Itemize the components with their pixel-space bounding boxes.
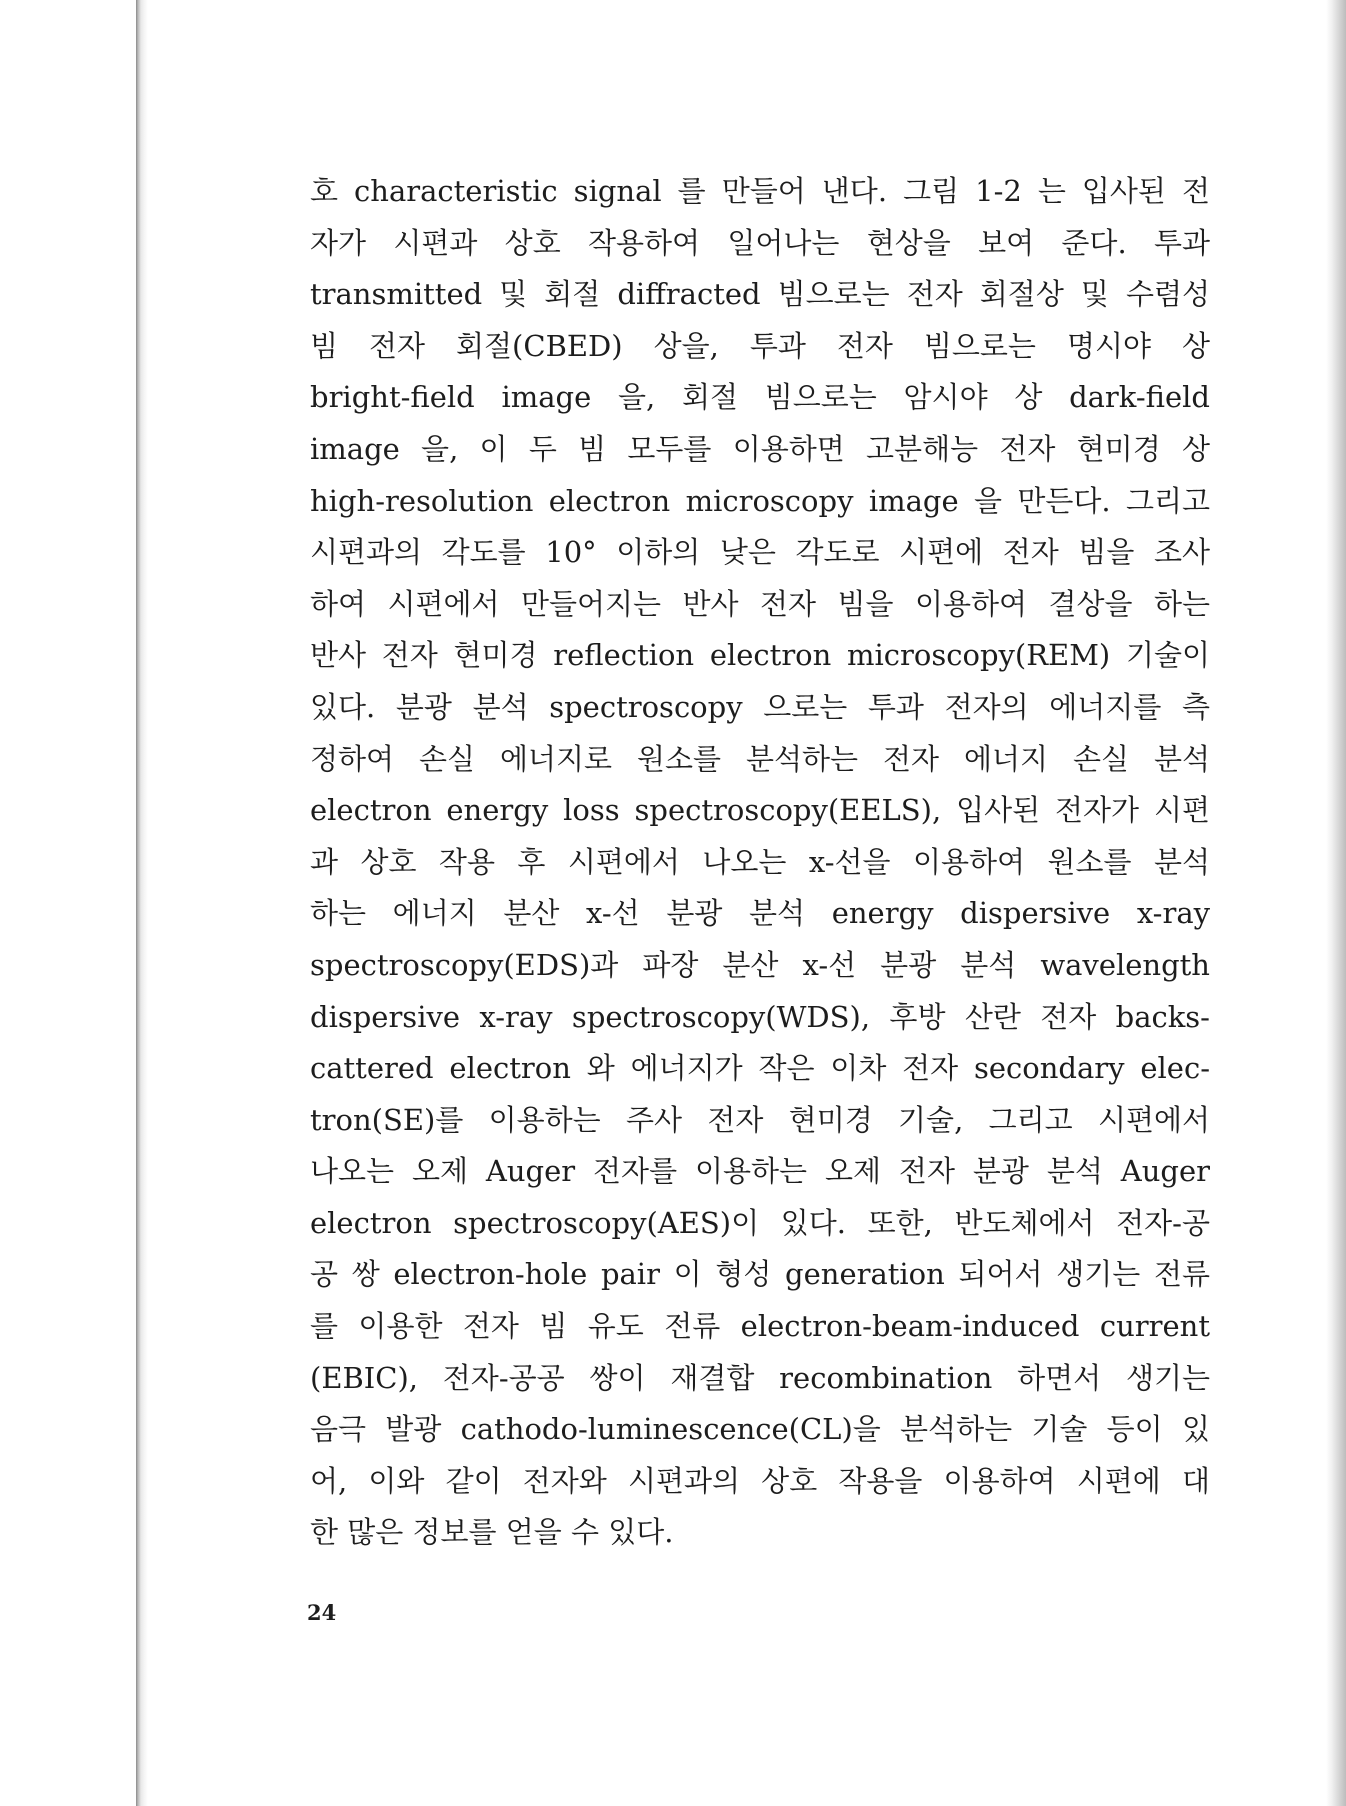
text-line: 빔 전자 회절(CBED) 상을, 투과 전자 빔으로는 명시야 상 — [310, 328, 1210, 363]
book-page — [148, 0, 1326, 1806]
text-line: 하는 에너지 분산 x-선 분광 분석 energy dispersive x-ray — [310, 896, 1210, 931]
text-line: 반사 전자 현미경 reflection electron microscopy(REM) 기술이 — [310, 638, 1210, 673]
text-line: electron energy loss spectroscopy(EELS), 입사된 전자가 시편 — [310, 793, 1210, 828]
text-line: 호 characteristic signal 를 만들어 낸다. 그림 1-2 는 입사된 전 — [310, 174, 1210, 208]
text-line: 한 많은 정보를 얻을 수 있다. — [310, 1515, 674, 1550]
book-page-edge — [1326, 0, 1346, 1806]
page-number: 24 — [307, 1600, 337, 1625]
text-line: cattered electron 와 에너지가 작은 이차 전자 secondary elec- — [310, 1051, 1210, 1086]
text-line: 시편과의 각도를 10° 이하의 낮은 각도로 시편에 전자 빔을 조사 — [310, 535, 1210, 570]
text-line: 하여 시편에서 만들어지는 반사 전자 빔을 이용하여 결상을 하는 — [310, 586, 1210, 621]
text-line: spectroscopy(EDS)과 파장 분산 x-선 분광 분석 wavelength — [310, 947, 1210, 982]
text-line: (EBIC), 전자-공공 쌍이 재결합 recombination 하면서 생기는 — [310, 1360, 1210, 1395]
text-line: tron(SE)를 이용하는 주사 전자 현미경 기술, 그리고 시편에서 — [310, 1102, 1210, 1137]
text-line: 나오는 오제 Auger 전자를 이용하는 오제 전자 분광 분석 Auger — [310, 1154, 1210, 1189]
text-line: 음극 발광 cathodo-luminescence(CL)을 분석하는 기술 등이 있 — [310, 1412, 1210, 1447]
text-line: transmitted 및 회절 diffracted 빔으로는 전자 회절상 및 수렴성 — [310, 277, 1210, 312]
book-spine-shadow — [136, 0, 148, 1806]
body-text — [310, 166, 1210, 1559]
text-line: 자가 시편과 상호 작용하여 일어나는 현상을 보여 준다. 투과 — [310, 225, 1210, 260]
text-line: 과 상호 작용 후 시편에서 나오는 x-선을 이용하여 원소를 분석 — [310, 844, 1210, 879]
text-line: 를 이용한 전자 빔 유도 전류 electron-beam-induced current — [310, 1309, 1210, 1344]
text-line: 어, 이와 같이 전자와 시편과의 상호 작용을 이용하여 시편에 대 — [310, 1463, 1210, 1498]
text-line: 정하여 손실 에너지로 원소를 분석하는 전자 에너지 손실 분석 — [310, 741, 1210, 776]
text-line: 있다. 분광 분석 spectroscopy 으로는 투과 전자의 에너지를 측 — [310, 689, 1210, 724]
text-line: image 을, 이 두 빔 모두를 이용하면 고분해능 전자 현미경 상 — [310, 431, 1210, 466]
text-line: bright-field image 을, 회절 빔으로는 암시야 상 dark-field — [310, 380, 1210, 415]
text-line: electron spectroscopy(AES)이 있다. 또한, 반도체에서 전자-공 — [310, 1205, 1210, 1240]
text-line: 공 쌍 electron-hole pair 이 형성 generation 되어서 생기는 전류 — [310, 1257, 1210, 1292]
text-line: high-resolution electron microscopy image 을 만든다. 그리고 — [310, 483, 1210, 518]
text-line: dispersive x-ray spectroscopy(WDS), 후방 산란 전자 backs- — [310, 999, 1210, 1034]
